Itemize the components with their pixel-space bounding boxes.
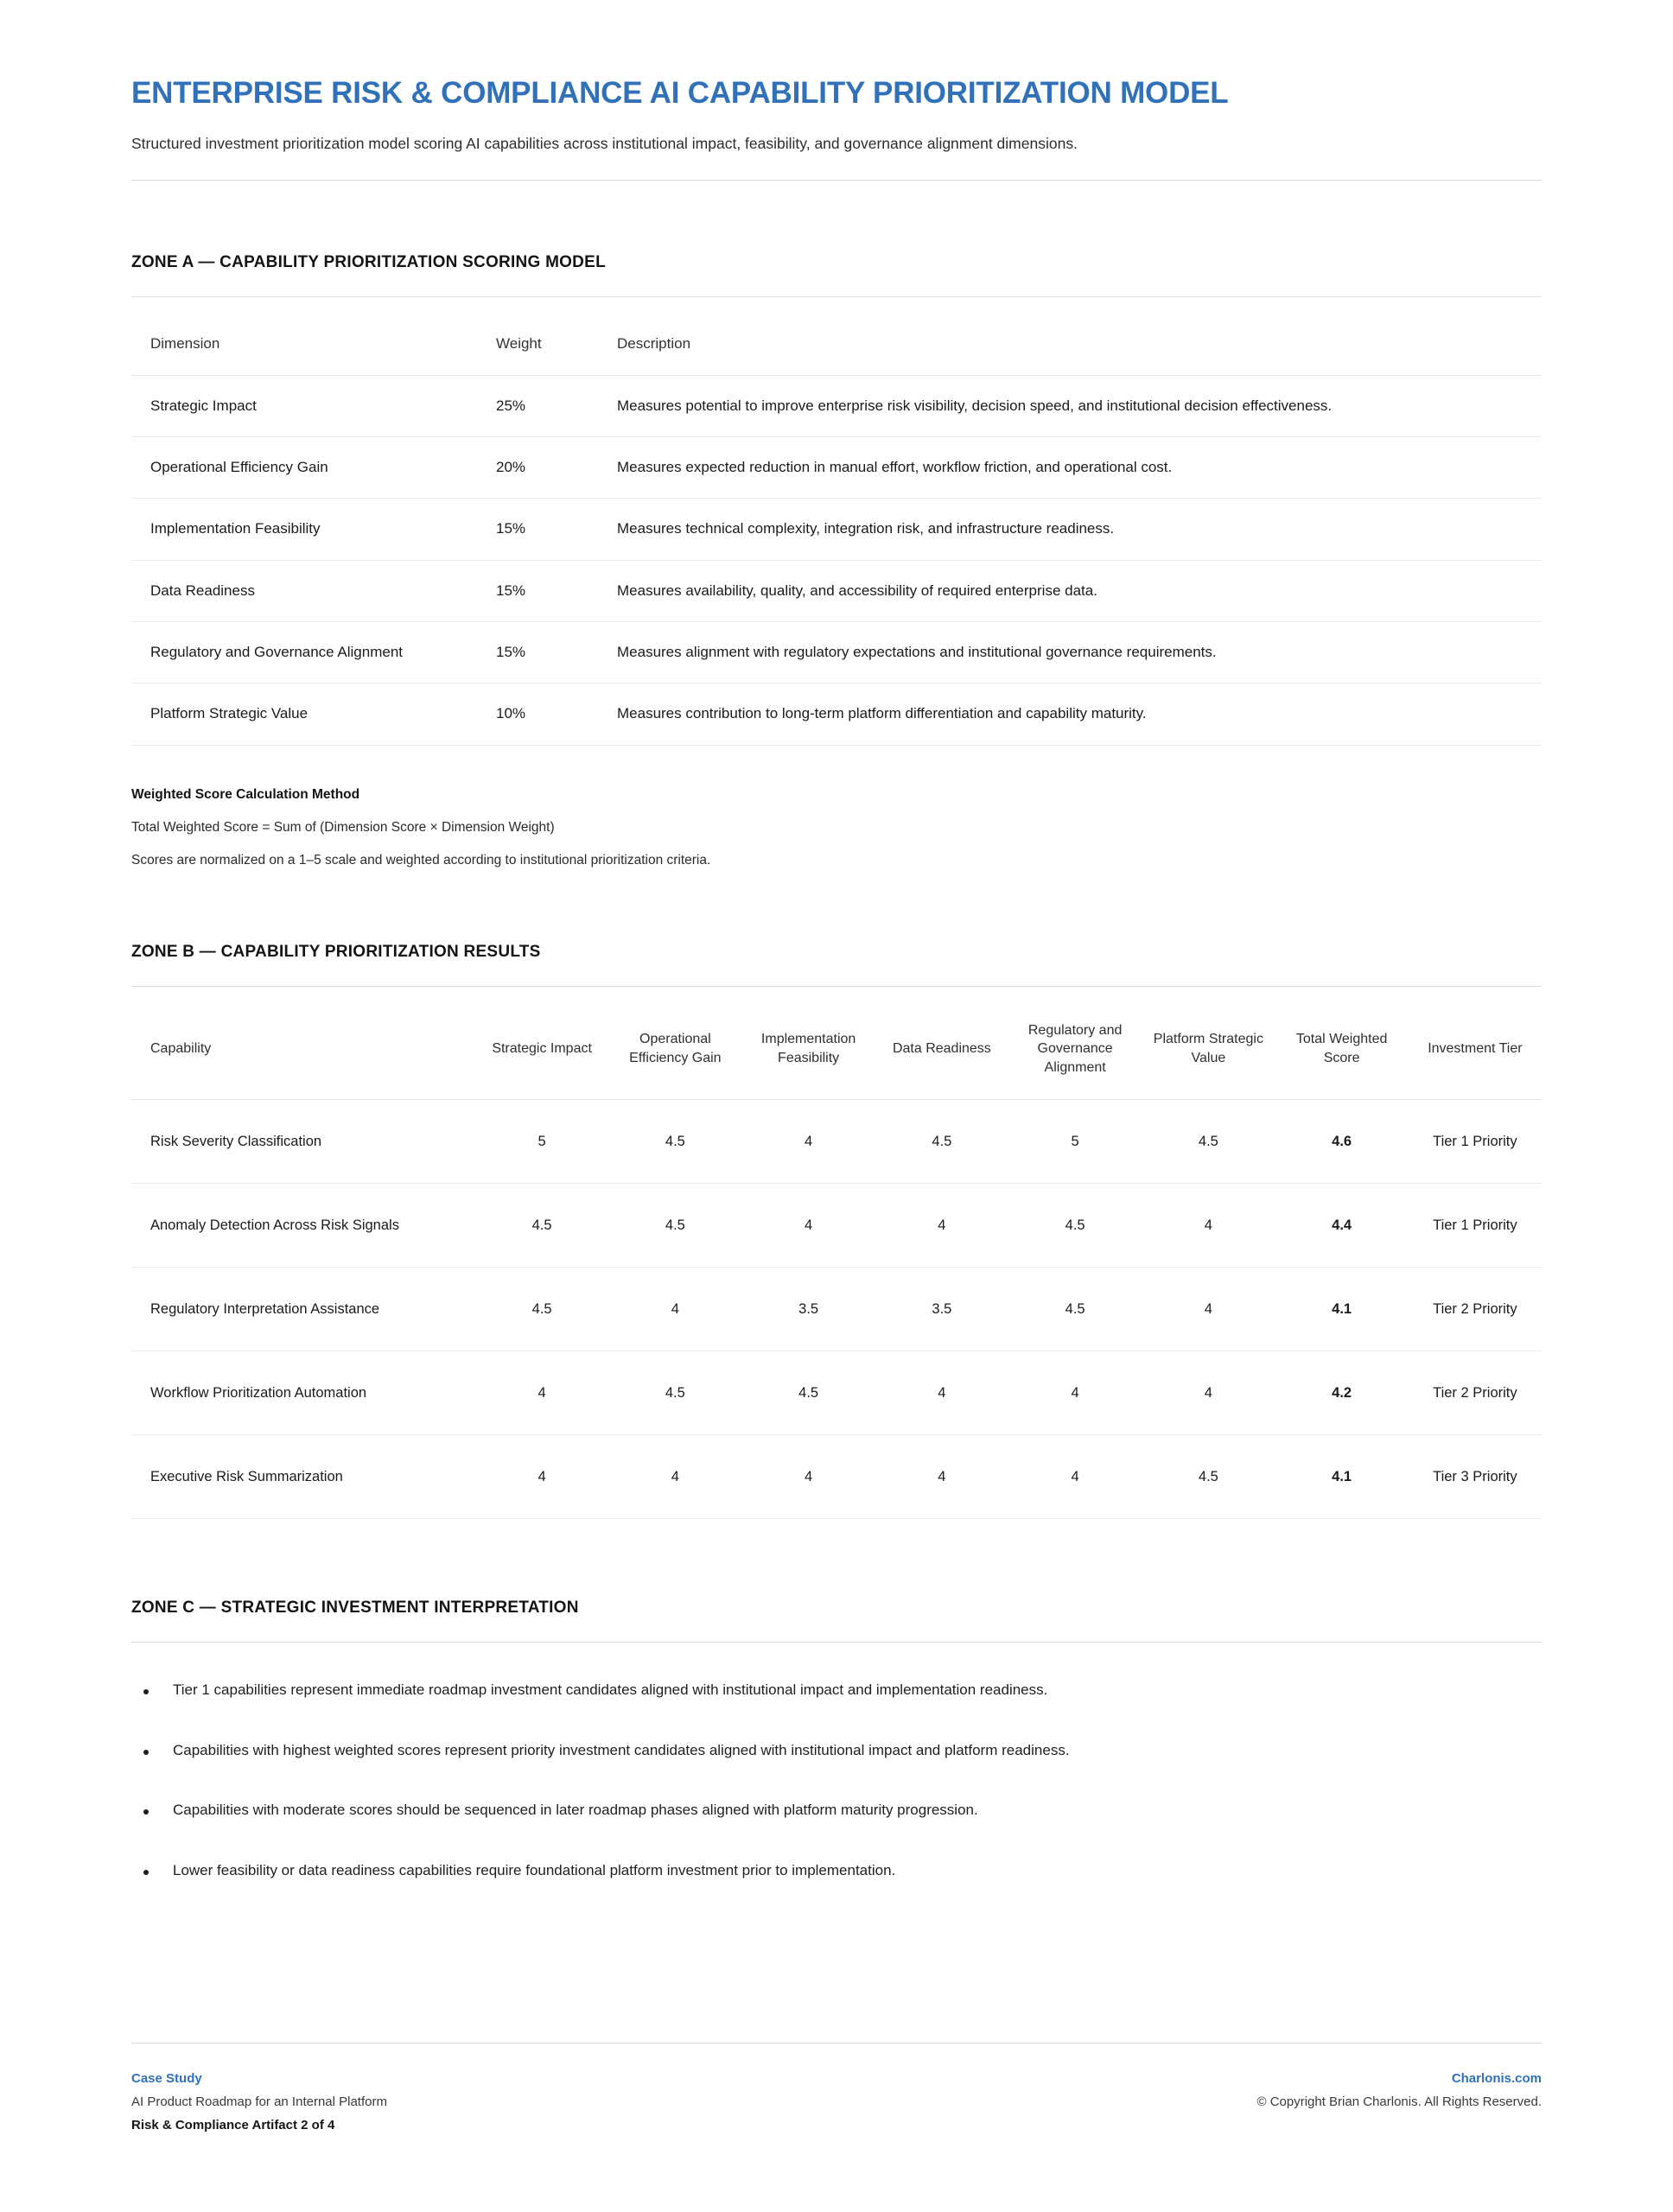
column-header-strategic-impact: Strategic Impact bbox=[492, 1041, 592, 1057]
footer-artifact-label: Risk & Compliance Artifact 2 of 4 bbox=[131, 2118, 335, 2133]
zone-a-section bbox=[131, 181, 1542, 868]
cell-strategic-impact: 5 bbox=[475, 1100, 608, 1184]
zone-a-divider bbox=[131, 296, 1542, 297]
cell-implementation-feasibility: 3.5 bbox=[742, 1268, 875, 1351]
list-item bbox=[131, 1859, 1542, 1882]
table-row bbox=[131, 683, 1542, 745]
cell-description: Measures expected reduction in manual effort, workflow friction, and operational cost. bbox=[617, 436, 1542, 498]
cell-operational-efficiency-gain: 4.5 bbox=[608, 1351, 741, 1435]
cell-investment-tier: Tier 3 Priority bbox=[1409, 1435, 1542, 1519]
column-header-platform-strategic-value: Platform Strategic Value bbox=[1153, 1032, 1263, 1066]
list-item bbox=[131, 1799, 1542, 1821]
cell-total-weighted-score: 4.2 bbox=[1275, 1351, 1409, 1435]
cell-regulatory-governance-alignment: 4.5 bbox=[1008, 1184, 1142, 1268]
cell-data-readiness: 4 bbox=[875, 1351, 1008, 1435]
cell-regulatory-governance-alignment: 5 bbox=[1008, 1100, 1142, 1184]
cell-implementation-feasibility: 4 bbox=[742, 1184, 875, 1268]
table-row bbox=[131, 622, 1542, 683]
cell-dimension: Implementation Feasibility bbox=[131, 499, 496, 560]
cell-platform-strategic-value: 4 bbox=[1142, 1184, 1275, 1268]
cell-implementation-feasibility: 4 bbox=[742, 1100, 875, 1184]
cell-operational-efficiency-gain: 4 bbox=[608, 1268, 741, 1351]
cell-description: Measures availability, quality, and accessibility of required enterprise data. bbox=[617, 560, 1542, 621]
cell-investment-tier: Tier 1 Priority bbox=[1409, 1100, 1542, 1184]
scoring-model-table bbox=[131, 335, 1542, 746]
footer-divider bbox=[131, 2043, 1542, 2044]
cell-investment-tier: Tier 2 Priority bbox=[1409, 1351, 1542, 1435]
list-item bbox=[131, 1739, 1542, 1762]
cell-dimension: Regulatory and Governance Alignment bbox=[131, 622, 496, 683]
interpretation-list bbox=[131, 1679, 1542, 1881]
cell-investment-tier: Tier 2 Priority bbox=[1409, 1268, 1542, 1351]
cell-description: Measures alignment with regulatory expectations and institutional governance requirements. bbox=[617, 622, 1542, 683]
cell-data-readiness: 4.5 bbox=[875, 1100, 1008, 1184]
cell-data-readiness: 4 bbox=[875, 1184, 1008, 1268]
footer-copyright: © Copyright Brian Charlonis. All Rights Reserved. bbox=[1256, 2094, 1542, 2109]
footer-case-study-name: AI Product Roadmap for an Internal Platform bbox=[131, 2094, 387, 2109]
cell-total-weighted-score: 4.6 bbox=[1275, 1100, 1409, 1184]
bullet-icon bbox=[143, 1750, 149, 1755]
footer-left-block bbox=[131, 2071, 387, 2133]
table-row bbox=[131, 375, 1542, 436]
list-item bbox=[131, 1679, 1542, 1701]
cell-description: Measures potential to improve enterprise risk visibility, decision speed, and institutional decision effectiveness. bbox=[617, 375, 1542, 436]
results-table-head bbox=[131, 1021, 1542, 1100]
cell-dimension: Strategic Impact bbox=[131, 375, 496, 436]
scoring-model-table-head bbox=[131, 335, 1542, 376]
column-header-weight: Weight bbox=[496, 334, 542, 352]
cell-description: Measures contribution to long-term platform differentiation and capability maturity. bbox=[617, 683, 1542, 745]
cell-dimension: Operational Efficiency Gain bbox=[131, 436, 496, 498]
zone-c-heading: ZONE C — STRATEGIC INVESTMENT INTERPRETATION bbox=[131, 1599, 579, 1618]
cell-weight: 10% bbox=[496, 683, 617, 745]
calculation-method-block bbox=[131, 787, 1542, 868]
cell-platform-strategic-value: 4 bbox=[1142, 1268, 1275, 1351]
table-row bbox=[131, 499, 1542, 560]
calculation-formula: Total Weighted Score = Sum of (Dimension Score × Dimension Weight) bbox=[131, 819, 555, 835]
cell-total-weighted-score: 4.4 bbox=[1275, 1184, 1409, 1268]
footer-row bbox=[131, 2071, 1542, 2133]
column-header-capability: Capability bbox=[150, 1041, 212, 1057]
calculation-method-title: Weighted Score Calculation Method bbox=[131, 786, 360, 802]
cell-weight: 15% bbox=[496, 499, 617, 560]
list-item-label: Tier 1 capabilities represent immediate roadmap investment candidates aligned with institutional impact and implementation readiness. bbox=[173, 1681, 1048, 1699]
column-header-data-readiness: Data Readiness bbox=[892, 1041, 991, 1057]
table-row bbox=[131, 436, 1542, 498]
zone-b-heading: ZONE B — CAPABILITY PRIORITIZATION RESULTS bbox=[131, 942, 541, 961]
table-header-row bbox=[131, 1021, 1542, 1100]
cell-platform-strategic-value: 4.5 bbox=[1142, 1435, 1275, 1519]
document-header bbox=[131, 0, 1542, 181]
cell-weight: 15% bbox=[496, 622, 617, 683]
cell-weight: 20% bbox=[496, 436, 617, 498]
bullet-icon bbox=[143, 1870, 149, 1875]
column-header-investment-tier: Investment Tier bbox=[1428, 1041, 1523, 1057]
column-header-dimension: Dimension bbox=[150, 334, 220, 352]
footer-case-study-label: Case Study bbox=[131, 2071, 202, 2086]
cell-data-readiness: 4 bbox=[875, 1435, 1008, 1519]
cell-dimension: Platform Strategic Value bbox=[131, 683, 496, 745]
column-header-operational-efficiency-gain: Operational Efficiency Gain bbox=[629, 1032, 722, 1066]
column-header-description: Description bbox=[617, 334, 691, 352]
column-header-implementation-feasibility: Implementation Feasibility bbox=[760, 1032, 856, 1066]
prioritization-results-table bbox=[131, 1021, 1542, 1520]
list-item-label: Capabilities with highest weighted scores represent priority investment candidates aligned with institutional impact and platform readiness. bbox=[173, 1741, 1070, 1758]
table-row bbox=[131, 560, 1542, 621]
page-title: ENTERPRISE RISK & COMPLIANCE AI CAPABILITY PRIORITIZATION MODEL bbox=[131, 76, 1229, 110]
cell-capability: Regulatory Interpretation Assistance bbox=[131, 1268, 475, 1351]
cell-operational-efficiency-gain: 4 bbox=[608, 1435, 741, 1519]
bullet-icon bbox=[143, 1689, 149, 1694]
zone-c-divider bbox=[131, 1642, 1542, 1643]
cell-capability: Anomaly Detection Across Risk Signals bbox=[131, 1184, 475, 1268]
cell-strategic-impact: 4 bbox=[475, 1435, 608, 1519]
bullet-icon bbox=[143, 1809, 149, 1815]
cell-platform-strategic-value: 4 bbox=[1142, 1351, 1275, 1435]
table-row bbox=[131, 1435, 1542, 1519]
cell-implementation-feasibility: 4 bbox=[742, 1435, 875, 1519]
cell-strategic-impact: 4 bbox=[475, 1351, 608, 1435]
zone-b-section bbox=[131, 868, 1542, 1520]
cell-investment-tier: Tier 1 Priority bbox=[1409, 1184, 1542, 1268]
footer-right-block bbox=[1256, 2071, 1542, 2109]
cell-strategic-impact: 4.5 bbox=[475, 1268, 608, 1351]
cell-data-readiness: 3.5 bbox=[875, 1268, 1008, 1351]
cell-platform-strategic-value: 4.5 bbox=[1142, 1100, 1275, 1184]
cell-weight: 25% bbox=[496, 375, 617, 436]
list-item-label: Lower feasibility or data readiness capabilities require foundational platform investment prior to implementation. bbox=[173, 1861, 896, 1878]
page-subtitle: Structured investment prioritization model scoring AI capabilities across institutional impact, feasibility, and governance alignment dimensions. bbox=[131, 135, 1078, 153]
table-row bbox=[131, 1268, 1542, 1351]
zone-a-heading: ZONE A — CAPABILITY PRIORITIZATION SCORING MODEL bbox=[131, 252, 606, 271]
cell-regulatory-governance-alignment: 4 bbox=[1008, 1435, 1142, 1519]
table-header-row bbox=[131, 335, 1542, 376]
cell-implementation-feasibility: 4.5 bbox=[742, 1351, 875, 1435]
table-row bbox=[131, 1351, 1542, 1435]
table-row bbox=[131, 1184, 1542, 1268]
cell-total-weighted-score: 4.1 bbox=[1275, 1435, 1409, 1519]
footer-site-link[interactable]: Charlonis.com bbox=[1451, 2071, 1542, 2086]
cell-regulatory-governance-alignment: 4 bbox=[1008, 1351, 1142, 1435]
cell-capability: Risk Severity Classification bbox=[131, 1100, 475, 1184]
column-header-total-weighted-score: Total Weighted Score bbox=[1295, 1032, 1388, 1066]
cell-strategic-impact: 4.5 bbox=[475, 1184, 608, 1268]
calculation-note: Scores are normalized on a 1–5 scale and weighted according to institutional prioritization criteria. bbox=[131, 852, 711, 868]
scoring-model-table-body bbox=[131, 375, 1542, 745]
zone-b-divider bbox=[131, 986, 1542, 987]
cell-regulatory-governance-alignment: 4.5 bbox=[1008, 1268, 1142, 1351]
cell-description: Measures technical complexity, integration risk, and infrastructure readiness. bbox=[617, 499, 1542, 560]
cell-capability: Executive Risk Summarization bbox=[131, 1435, 475, 1519]
cell-weight: 15% bbox=[496, 560, 617, 621]
results-table-body bbox=[131, 1100, 1542, 1519]
zone-c-section bbox=[131, 1519, 1542, 1881]
cell-operational-efficiency-gain: 4.5 bbox=[608, 1100, 741, 1184]
column-header-regulatory-governance-alignment: Regulatory and Governance Alignment bbox=[1027, 1022, 1123, 1075]
list-item-label: Capabilities with moderate scores should be sequenced in later roadmap phases aligned with platform maturity progression. bbox=[173, 1802, 978, 1819]
cell-total-weighted-score: 4.1 bbox=[1275, 1268, 1409, 1351]
cell-operational-efficiency-gain: 4.5 bbox=[608, 1184, 741, 1268]
document-footer bbox=[131, 2043, 1542, 2133]
cell-dimension: Data Readiness bbox=[131, 560, 496, 621]
cell-capability: Workflow Prioritization Automation bbox=[131, 1351, 475, 1435]
table-row bbox=[131, 1100, 1542, 1184]
